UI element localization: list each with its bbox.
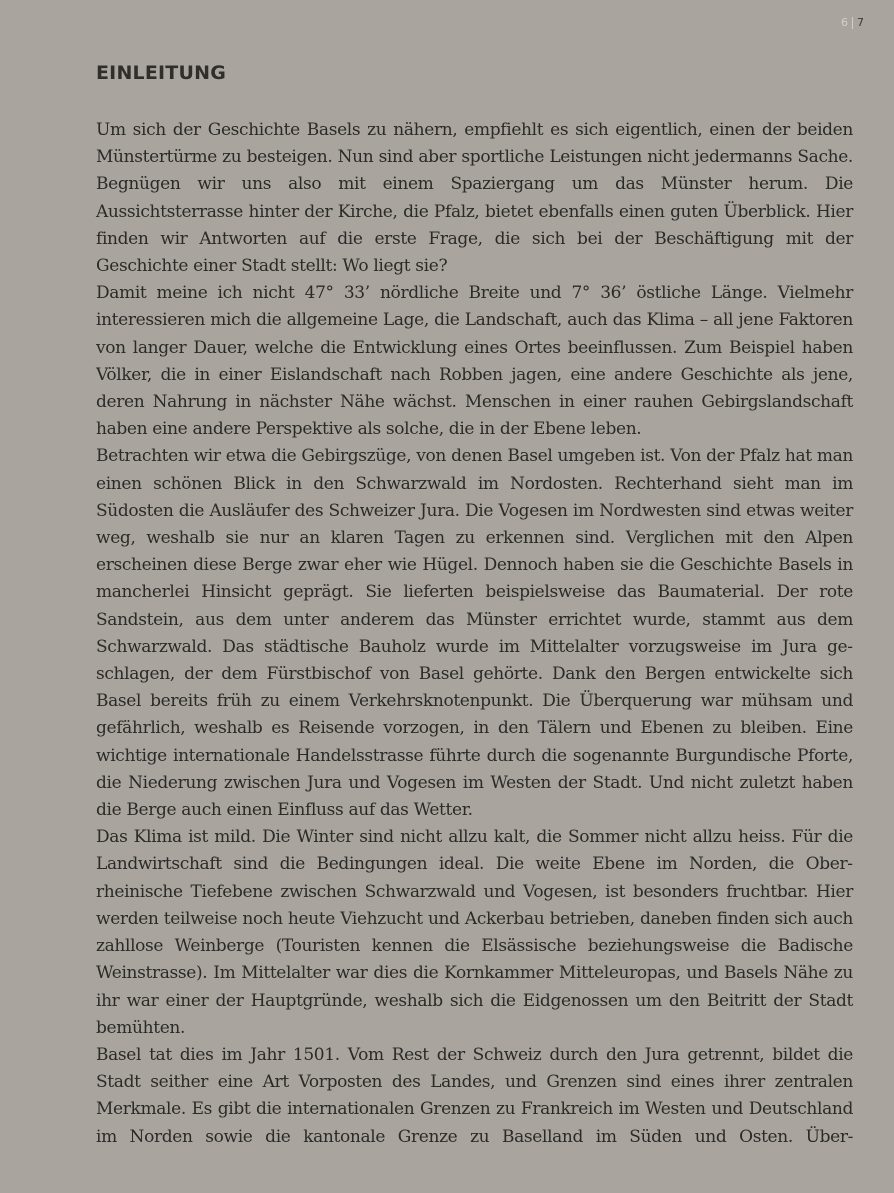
paragraph: Das Klima ist mild. Die Winter sind nicht allzu kalt, die Sommer nicht allzu heiss. Für die Landwirtschaft sind die Bedingungen ideal. Die weite Ebene im Norden, die Oberrheinische Tiefebene zwischen Schwarzwald und Vogesen, ist besonders fruchtbar. Hier werden teilweise noch heute Viehzucht und Ackerbau betrieben, daneben finden sich auch zahllose Weinberge (Touristen kennen die Elsässische beziehungsweise die Badische Weinstrasse). Im Mittelalter war dies die Kornkammer Mitteleuropas, und Basels Nähe zu ihr war einer der Hauptgründe, weshalb sich die Eidgenossen um den Beitritt der Stadt bemühten.	[96, 827, 853, 1038]
paragraph: Basel tat dies im Jahr 1501. Vom Rest der Schweiz durch den Jura getrennt, bildet die Stadt seither eine Art Vorposten des Landes, und Grenzen sind eines ihrer zentralen Merkmale. Es gibt die internationalen Grenzen zu Frankreich im Westen und Deutschland im Norden sowie die kantonale Grenze zu Baselland im Süden und Osten. Über-	[96, 1044, 853, 1147]
paragraph: Damit meine ich nicht 47° 33’ nördliche Breite und 7° 36’ östliche Länge. Vielmehr interessieren mich die allgemeine Lage, die Landschaft, auch das Klima – all jene Faktoren von langer Dauer, welche die Entwicklung eines Ortes beeinflussen. Zum Beispiel haben Völker, die in einer Eislandschaft nach Robben jagen, eine andere Geschichte als jene, deren Nahrung in nächster Nähe wächst. Menschen in einer rauhen Gebirgslandschaft haben eine andere Perspektive als solche, die in der Ebene leben.	[96, 283, 853, 440]
page-number-right: 7	[857, 16, 864, 29]
page-number-divider	[852, 17, 853, 29]
body-text	[96, 117, 853, 1151]
paragraph: Betrachten wir etwa die Gebirgszüge, von denen Basel umgeben ist. Von der Pfalz hat man einen schönen Blick in den Schwarzwald im Nordosten. Rechterhand sieht man im Südosten die Ausläufer des Schweizer Jura. Die Vogesen im Nordwesten sind etwas weiter weg, weshalb sie nur an klaren Tagen zu erkennen sind. Verglichen mit den Alpen erscheinen diese Berge zwar eher wie Hügel. Dennoch haben sie die Geschichte Basels in mancherlei Hinsicht geprägt. Sie lieferten beispielsweise das Baumaterial. Der rote Sandstein, aus dem unter anderem das Münster errichtet wurde, stammt aus dem Schwarzwald. Das städtische Bauholz wurde im Mittelalter vorzugsweise im Jura geschlagen, der dem Fürstbischof von Basel gehörte. Dank den Bergen entwickelte sich Basel bereits früh zu einem Verkehrsknotenpunkt. Die Überquerung war mühsam und gefährlich, weshalb es Reisende vorzogen, in den Tälern und Ebenen zu bleiben. Eine wichtige internationale Handelsstrasse führte durch die sogenannte Burgundische Pforte, die Niederung zwischen Jura und Vogesen im Westen der Stadt. Und nicht zuletzt haben die Berge auch einen Einfluss auf das Wetter.	[96, 446, 853, 821]
chapter-heading: EINLEITUNG	[96, 62, 226, 84]
paragraph: Um sich der Geschichte Basels zu nähern, empfiehlt es sich eigentlich, einen der beiden Münstertürme zu besteigen. Nun sind aber sportliche Leistungen nicht jedermanns Sache. Begnügen wir uns also mit einem Spaziergang um das Münster herum. Die Aussichtsterrasse hinter der Kirche, die Pfalz, bietet ebenfalls einen guten Überblick. Hier finden wir Antworten auf die erste Frage, die sich bei der Beschäftigung mit der Geschichte einer Stadt stellt: Wo liegt sie?	[96, 120, 853, 277]
page-number	[841, 16, 864, 29]
page-number-left: 6	[841, 16, 848, 29]
